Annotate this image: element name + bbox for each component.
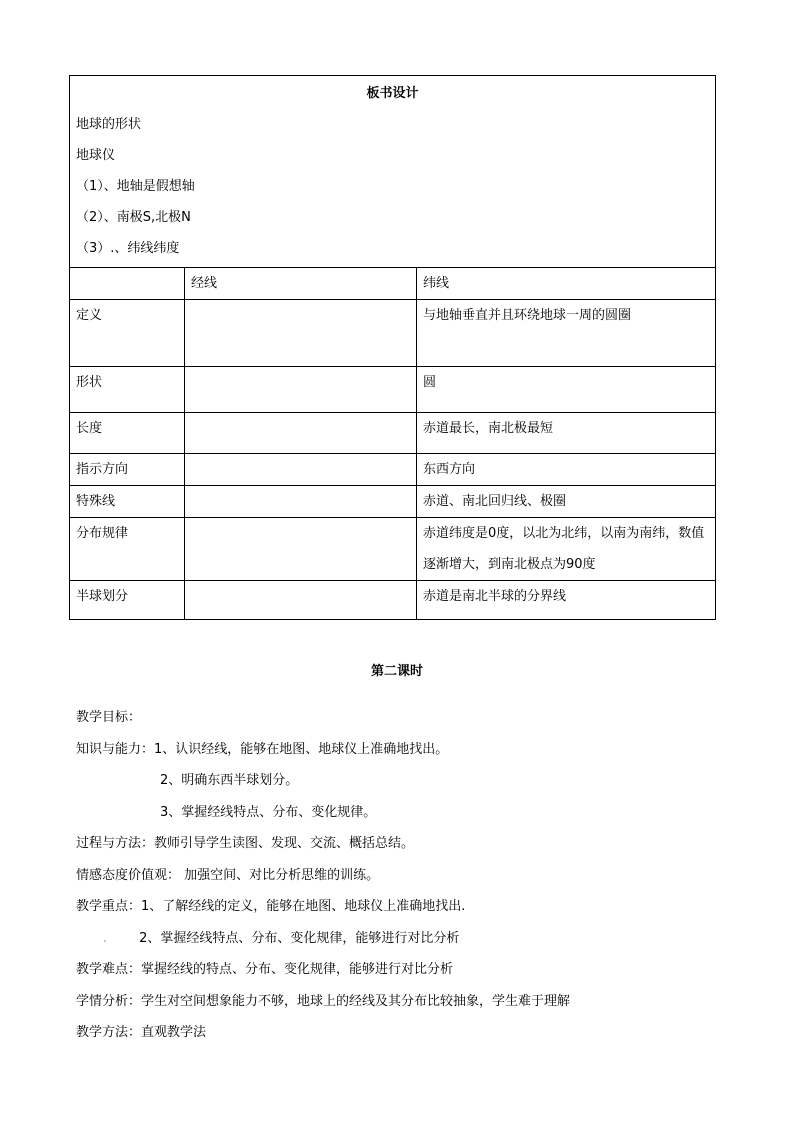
- plan-line: 教学重点：1、了解经线的定义，能够在地图、地球仪上准确地找出.: [76, 899, 466, 914]
- table-header-row: [70, 268, 716, 300]
- plan-line: 情感态度价值观： 加强空间、对比分析思维的训练。: [76, 867, 380, 883]
- parallel-cell: 东西方向: [417, 454, 716, 486]
- meridian-cell: [185, 300, 417, 367]
- lesson-plan-text: [76, 702, 756, 1049]
- intro-line: （3）.、纬线纬度: [76, 241, 180, 256]
- table-row: [70, 300, 716, 367]
- intro-line: （1）、地轴是假想轴: [76, 179, 195, 194]
- row-label: 半球划分: [70, 581, 185, 620]
- meridian-cell: [185, 413, 417, 454]
- lesson-title: 第二课时: [370, 664, 423, 679]
- table-row: [70, 367, 716, 413]
- meridian-cell: [185, 518, 417, 581]
- row-label: 定义: [70, 300, 185, 367]
- plan-line: 学情分析：学生对空间想象能力不够，地球上的经线及其分布比较抽象，学生难于理解: [76, 993, 571, 1009]
- row-label: 长度: [70, 413, 185, 454]
- meridian-cell: [185, 581, 417, 620]
- header-cell-meridian: 经线: [185, 268, 417, 300]
- header-cell-empty: [70, 268, 185, 300]
- plan-line: 教学难点：掌握经线的特点、分布、变化规律，能够进行对比分析: [76, 962, 454, 977]
- plan-line: 2、明确东西半球划分。: [160, 773, 299, 788]
- parallel-cell: 赤道、南北回归线、极圈: [417, 486, 716, 518]
- intro-line: 地球仪: [76, 148, 116, 163]
- plan-line: 过程与方法：教师引导学生读图、发现、交流、概括总结。: [76, 836, 415, 851]
- table-row: [70, 581, 716, 620]
- intro-line: （2）、南极S,北极N: [76, 210, 191, 225]
- board-intro-cell: [70, 76, 716, 268]
- plan-line-text: 2、掌握经线特点、分布、变化规律，能够进行对比分析: [139, 930, 460, 946]
- parallel-cell: 与地轴垂直并且环绕地球一周的圆圈: [417, 300, 716, 367]
- plan-line: [76, 923, 756, 955]
- meridian-cell: [185, 367, 417, 413]
- meridian-cell: [185, 486, 417, 518]
- table-row: [70, 518, 716, 581]
- plan-line: 教学方法：直观教学法: [76, 1025, 207, 1040]
- plan-line: 知识与能力：1、认识经线，能够在地图、地球仪上准确地找出。: [76, 741, 449, 757]
- row-label: 指示方向: [70, 454, 185, 486]
- row-label: 特殊线: [70, 486, 185, 518]
- table-row: [70, 413, 716, 454]
- blackboard-design-table: [69, 75, 716, 620]
- intro-line: 地球的形状: [76, 117, 142, 132]
- board-title: 板书设计: [366, 86, 419, 101]
- meridian-cell: [185, 454, 417, 486]
- row-label: 分布规律: [70, 518, 185, 581]
- row-label: 形状: [70, 367, 185, 413]
- plan-line: 教学目标：: [76, 710, 142, 725]
- table-row: [70, 486, 716, 518]
- plan-line: 3、掌握经线特点、分布、变化规律。: [160, 804, 377, 820]
- header-cell-parallel: 纬线: [417, 268, 716, 300]
- parallel-cell: 赤道最长，南北极最短: [417, 413, 716, 454]
- parallel-cell: 赤道是南北半球的分界线: [417, 581, 716, 620]
- stray-dot-mark: .: [103, 930, 108, 946]
- parallel-cell: 赤道纬度是0度，以北为北纬，以南为南纬，数值逐渐增大，到南北极点为90度: [417, 518, 716, 581]
- table-row: [70, 454, 716, 486]
- parallel-cell: 圆: [417, 367, 716, 413]
